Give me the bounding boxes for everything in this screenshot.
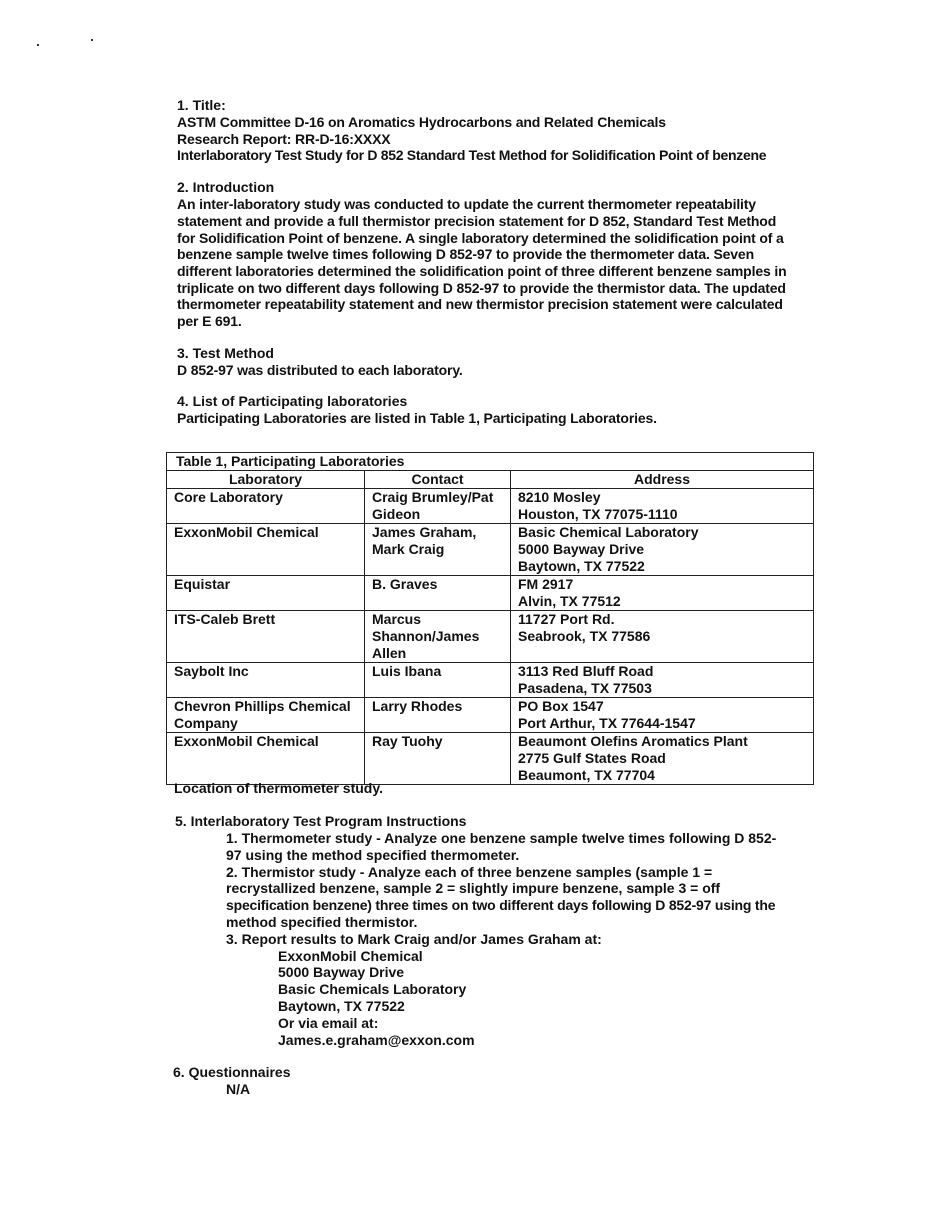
address-cell-line: 5000 Bayway Drive bbox=[518, 541, 645, 557]
questionnaires-text: N/A bbox=[226, 1081, 251, 1097]
laboratory-cell-line: Company bbox=[174, 715, 238, 731]
contact-cell bbox=[365, 611, 511, 663]
participating-labs-table bbox=[166, 452, 814, 785]
table-row bbox=[167, 611, 814, 663]
section-title bbox=[177, 97, 817, 164]
test-method-text: D 852-97 was distributed to each laboratory. bbox=[177, 361, 463, 378]
address-cell bbox=[511, 576, 814, 611]
instruction-line: method specified thermistor. bbox=[226, 913, 418, 930]
location-note: Location of thermometer study. bbox=[174, 780, 383, 796]
address-cell-line: 11727 Port Rd. bbox=[518, 611, 615, 627]
section-heading: 3. Test Method bbox=[177, 344, 274, 361]
contact-cell-line: Gideon bbox=[372, 506, 421, 522]
report-email: James.e.graham@exxon.com bbox=[278, 1031, 475, 1048]
scan-speck bbox=[91, 39, 93, 41]
instruction-line: 3. Report results to Mark Craig and/or James Graham at: bbox=[226, 930, 602, 947]
table-caption: Table 1, Participating Laboratories bbox=[167, 453, 814, 471]
section-heading: 5. Interlaboratory Test Program Instructions bbox=[175, 813, 467, 829]
section-questionnaires bbox=[173, 1064, 290, 1098]
contact-cell-line: B. Graves bbox=[372, 576, 438, 592]
contact-cell-line: Shannon/James bbox=[372, 628, 480, 644]
title-line: Interlaboratory Test Study for D 852 Standard Test Method for Solidification Point of benzene bbox=[177, 147, 767, 164]
contact-cell-line: Mark Craig bbox=[372, 541, 445, 557]
intro-line: different laboratories determined the solidification point of three different benzene samples in bbox=[177, 262, 787, 279]
report-address-line: 5000 Bayway Drive bbox=[278, 964, 405, 981]
address-cell-line: Port Arthur, TX 77644-1547 bbox=[518, 715, 696, 731]
address-cell-line: FM 2917 bbox=[518, 576, 574, 592]
section-heading: 2. Introduction bbox=[177, 179, 275, 196]
instruction-line: 2. Thermistor study - Analyze each of three benzene samples (sample 1 = bbox=[226, 863, 713, 880]
table-row bbox=[167, 576, 814, 611]
table-row bbox=[167, 698, 814, 733]
address-cell-line: PO Box 1547 bbox=[518, 698, 604, 714]
contact-cell bbox=[365, 489, 511, 524]
header-address: Address bbox=[511, 471, 814, 489]
contact-cell bbox=[365, 576, 511, 611]
contact-cell bbox=[365, 698, 511, 733]
address-cell-line: Alvin, TX 77512 bbox=[518, 593, 621, 609]
table-row bbox=[167, 524, 814, 576]
table-row bbox=[167, 489, 814, 524]
address-cell-line: Seabrook, TX 77586 bbox=[518, 628, 651, 644]
laboratory-cell bbox=[167, 524, 365, 576]
laboratory-cell bbox=[167, 733, 365, 785]
laboratory-cell bbox=[167, 663, 365, 698]
laboratory-cell-line: ExxonMobil Chemical bbox=[174, 524, 319, 540]
address-cell-line: Basic Chemical Laboratory bbox=[518, 524, 699, 540]
instruction-line: 97 using the method specified thermometer. bbox=[226, 846, 520, 863]
laboratory-cell bbox=[167, 489, 365, 524]
contact-cell bbox=[365, 524, 511, 576]
address-cell-line: Beaumont, TX 77704 bbox=[518, 767, 655, 783]
table-body bbox=[167, 489, 814, 785]
laboratory-cell bbox=[167, 698, 365, 733]
contact-cell-line: Larry Rhodes bbox=[372, 698, 463, 714]
laboratory-cell-line: Equistar bbox=[174, 576, 231, 592]
intro-line: for Solidification Point of benzene. A single laboratory determined the solidification point of a bbox=[177, 229, 784, 246]
section-heading: 1. Title: bbox=[177, 97, 226, 113]
intro-line: statement and provide a full thermistor precision statement for D 852, Standard Test Method bbox=[177, 212, 777, 229]
address-cell bbox=[511, 663, 814, 698]
address-cell bbox=[511, 611, 814, 663]
address-cell-line: Baytown, TX 77522 bbox=[518, 558, 645, 574]
table-caption-row bbox=[167, 453, 814, 471]
address-cell bbox=[511, 524, 814, 576]
address-cell-line: 8210 Mosley bbox=[518, 489, 601, 505]
contact-cell-line: Allen bbox=[372, 645, 407, 661]
intro-line: benzene sample twelve times following D 852-97 to provide the thermometer data. Seven bbox=[177, 246, 754, 263]
section-heading: 6. Questionnaires bbox=[173, 1064, 291, 1080]
section-participating-labs bbox=[177, 393, 817, 427]
contact-cell-line: Ray Tuohy bbox=[372, 733, 443, 749]
laboratory-cell-line: Core Laboratory bbox=[174, 489, 283, 505]
report-address-line: ExxonMobil Chemical bbox=[278, 947, 423, 964]
title-line: ASTM Committee D-16 on Aromatics Hydrocarbons and Related Chemicals bbox=[177, 114, 666, 130]
address-cell-line: Beaumont Olefins Aromatics Plant bbox=[518, 733, 748, 749]
laboratory-cell-line: ExxonMobil Chemical bbox=[174, 733, 319, 749]
report-address-line: Basic Chemicals Laboratory bbox=[278, 981, 467, 998]
section-heading: 4. List of Participating laboratories bbox=[177, 393, 408, 410]
contact-cell-line: Marcus bbox=[372, 611, 422, 627]
instruction-line: recrystallized benzene, sample 2 = slightly impure benzene, sample 3 = off bbox=[226, 880, 721, 897]
address-cell-line: 3113 Red Bluff Road bbox=[518, 663, 654, 679]
address-cell-line: 2775 Gulf States Road bbox=[518, 750, 666, 766]
report-address-line: Or via email at: bbox=[278, 1014, 379, 1031]
laboratory-cell-line: ITS-Caleb Brett bbox=[174, 611, 276, 627]
table-row bbox=[167, 663, 814, 698]
contact-cell bbox=[365, 663, 511, 698]
header-contact: Contact bbox=[365, 471, 511, 489]
intro-line: triplicate on two different days following D 852-97 to provide the thermistor data. The updated bbox=[177, 279, 786, 296]
table-row bbox=[167, 733, 814, 785]
document-body bbox=[177, 97, 817, 442]
address-cell-line: Houston, TX 77075-1110 bbox=[518, 506, 678, 522]
header-laboratory: Laboratory bbox=[167, 471, 365, 489]
contact-cell bbox=[365, 733, 511, 785]
address-cell bbox=[511, 733, 814, 785]
section-instructions bbox=[175, 813, 815, 1048]
contact-cell-line: Craig Brumley/Pat bbox=[372, 489, 494, 505]
laboratory-cell bbox=[167, 611, 365, 663]
intro-line: per E 691. bbox=[177, 313, 242, 330]
contact-cell-line: James Graham, bbox=[372, 524, 477, 540]
table-header-row bbox=[167, 471, 814, 489]
address-cell bbox=[511, 489, 814, 524]
address-cell bbox=[511, 698, 814, 733]
laboratory-cell-line: Saybolt Inc bbox=[174, 663, 249, 679]
instruction-line: 1. Thermometer study - Analyze one benzene sample twelve times following D 852- bbox=[226, 830, 777, 846]
intro-line: An inter-laboratory study was conducted to update the current thermometer repeatability bbox=[177, 196, 756, 213]
instruction-line: specification benzene) three times on two different days following D 852-97 using the bbox=[226, 897, 776, 914]
labs-intro-text: Participating Laboratories are listed in Table 1, Participating Laboratories. bbox=[177, 410, 657, 427]
scan-speck bbox=[37, 44, 39, 46]
address-cell-line: Pasadena, TX 77503 bbox=[518, 680, 652, 696]
laboratory-cell-line: Chevron Phillips Chemical bbox=[174, 698, 351, 714]
laboratory-cell bbox=[167, 576, 365, 611]
section-introduction bbox=[177, 179, 817, 330]
report-address-line: Baytown, TX 77522 bbox=[278, 997, 405, 1014]
contact-cell-line: Luis Ibana bbox=[372, 663, 442, 679]
title-line: Research Report: RR-D-16:XXXX bbox=[177, 130, 391, 147]
section-test-method bbox=[177, 345, 817, 379]
intro-line: thermometer repeatability statement and new thermistor precision statement were calculated bbox=[177, 296, 783, 313]
